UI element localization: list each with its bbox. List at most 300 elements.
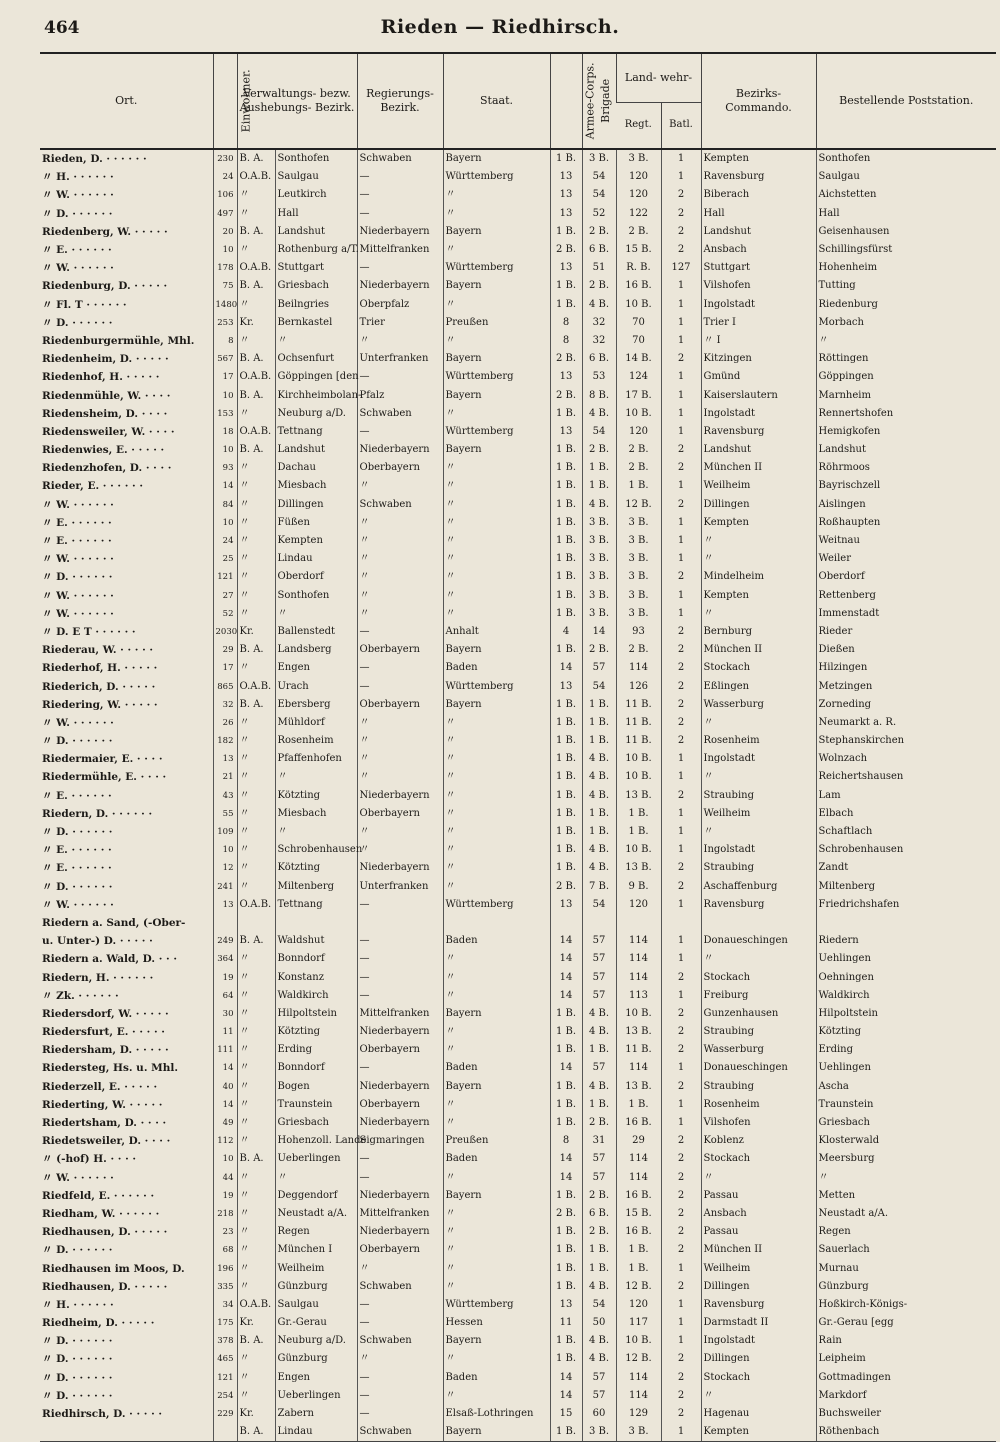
cell-verwaltungsbezirk: Miesbach xyxy=(275,477,357,495)
cell-regierungsbezirk: Trier xyxy=(357,314,443,332)
cell-einwohner: 14 xyxy=(213,1096,237,1114)
cell-bezirks-commando: Dillingen xyxy=(701,1278,816,1296)
table-row xyxy=(40,1150,996,1168)
cell-behoerde: B. A. xyxy=(237,350,275,368)
cell-ort: Riedersham, D. · · · · · xyxy=(42,1044,169,1057)
table-row xyxy=(40,878,996,896)
cell-landwehr-batl: 1 xyxy=(661,277,701,295)
cell-poststation: Waldkirch xyxy=(816,987,996,1005)
cell-regierungsbezirk: Unterfranken xyxy=(357,350,443,368)
cell-landwehr-regt: 1 B. xyxy=(616,1096,661,1114)
cell-armee-corps: 11 xyxy=(550,1314,582,1332)
cell-armee-corps: 1 B. xyxy=(550,1350,582,1368)
cell-brigade: 2 B. xyxy=(582,223,616,241)
cell-armee-corps: 14 xyxy=(550,932,582,950)
cell-behoerde: 〃 xyxy=(237,514,275,532)
cell-brigade: 52 xyxy=(582,205,616,223)
cell-regierungsbezirk: — xyxy=(357,1150,443,1168)
cell-behoerde: O.A.B. xyxy=(237,368,275,386)
cell-verwaltungsbezirk: Konstanz xyxy=(275,968,357,986)
cell-verwaltungsbezirk: Griesbach xyxy=(275,1114,357,1132)
cell-poststation: Weitnau xyxy=(816,532,996,550)
cell-einwohner: 27 xyxy=(213,587,237,605)
cell-verwaltungsbezirk: Neustadt a/A. xyxy=(275,1205,357,1223)
cell-staat: 〃 xyxy=(443,1169,550,1187)
cell-brigade: 57 xyxy=(582,1059,616,1077)
cell-landwehr-batl: 1 xyxy=(661,587,701,605)
cell-staat: 〃 xyxy=(443,1023,550,1041)
cell-staat: 〃 xyxy=(443,205,550,223)
cell-landwehr-batl: 2 xyxy=(661,1241,701,1259)
cell-brigade: 31 xyxy=(582,1132,616,1150)
cell-poststation: Neustadt a/A. xyxy=(816,1205,996,1223)
cell-verwaltungsbezirk: Stuttgart xyxy=(275,259,357,277)
cell-verwaltungsbezirk: Ueberlingen xyxy=(275,1387,357,1405)
cell-brigade: 4 B. xyxy=(582,841,616,859)
table-row xyxy=(40,787,996,805)
cell-landwehr-batl: 2 xyxy=(661,641,701,659)
cell-ort: 〃 W. · · · · · · xyxy=(42,898,114,911)
cell-brigade: 1 B. xyxy=(582,1259,616,1277)
cell-staat: Preußen xyxy=(443,1132,550,1150)
table-row xyxy=(40,950,996,968)
cell-regierungsbezirk: Niederbayern xyxy=(357,441,443,459)
cell-landwehr-batl: 1 xyxy=(661,514,701,532)
cell-landwehr-regt: 12 B. xyxy=(616,496,661,514)
cell-ort: 〃 D. E T · · · · · · xyxy=(42,625,136,638)
cell-poststation: Meersburg xyxy=(816,1150,996,1168)
cell-ort: 〃 W. · · · · · · xyxy=(42,1171,114,1184)
cell-regierungsbezirk: Mittelfranken xyxy=(357,1005,443,1023)
table-row xyxy=(40,1296,996,1314)
table-row xyxy=(40,1205,996,1223)
cell-bezirks-commando: Stockach xyxy=(701,1150,816,1168)
cell-einwohner xyxy=(213,914,237,932)
cell-brigade: 32 xyxy=(582,314,616,332)
cell-landwehr-regt: 120 xyxy=(616,896,661,914)
cell-landwehr-batl: 2 xyxy=(661,1132,701,1150)
cell-poststation: Hilzingen xyxy=(816,659,996,677)
cell-brigade: 4 B. xyxy=(582,859,616,877)
cell-behoerde: 〃 xyxy=(237,1041,275,1059)
cell-bezirks-commando: Landshut xyxy=(701,441,816,459)
cell-behoerde: 〃 xyxy=(237,477,275,495)
cell-landwehr-regt: 122 xyxy=(616,205,661,223)
cell-behoerde: O.A.B. xyxy=(237,168,275,186)
cell-poststation: Röttingen xyxy=(816,350,996,368)
cell-poststation: Zandt xyxy=(816,859,996,877)
cell-poststation: 〃 xyxy=(816,332,996,350)
cell-staat: 〃 xyxy=(443,1241,550,1259)
cell-bezirks-commando: Kaiserslautern xyxy=(701,386,816,404)
cell-staat: 〃 xyxy=(443,1114,550,1132)
cell-regierungsbezirk: — xyxy=(357,1169,443,1187)
cell-regierungsbezirk xyxy=(357,914,443,932)
cell-landwehr-batl: 1 xyxy=(661,332,701,350)
cell-landwehr-batl: 1 xyxy=(661,1114,701,1132)
table-row xyxy=(40,1169,996,1187)
cell-regierungsbezirk: — xyxy=(357,987,443,1005)
cell-armee-corps: 2 B. xyxy=(550,350,582,368)
cell-poststation: Uehlingen xyxy=(816,1059,996,1077)
cell-armee-corps: 1 B. xyxy=(550,641,582,659)
cell-einwohner: 112 xyxy=(213,1132,237,1150)
cell-ort: Riedenburgermühle, Mhl. xyxy=(42,334,195,347)
cell-armee-corps: 14 xyxy=(550,1387,582,1405)
cell-armee-corps: 13 xyxy=(550,896,582,914)
page-number: 464 xyxy=(44,18,80,38)
cell-ort: Riedensheim, D. · · · · xyxy=(42,407,168,420)
cell-landwehr-regt: 126 xyxy=(616,677,661,695)
cell-behoerde: 〃 xyxy=(237,532,275,550)
cell-landwehr-batl: 2 xyxy=(661,677,701,695)
cell-ort: 〃 Fl. T · · · · · · xyxy=(42,298,127,311)
cell-poststation: Hoßkirch-Königs- xyxy=(816,1296,996,1314)
cell-staat: 〃 xyxy=(443,1223,550,1241)
cell-verwaltungsbezirk: 〃 xyxy=(275,605,357,623)
cell-poststation: Schrobenhausen xyxy=(816,841,996,859)
cell-verwaltungsbezirk: Rosenheim xyxy=(275,732,357,750)
cell-ort: Riederting, W. · · · · · xyxy=(42,1098,163,1111)
cell-landwehr-batl: 2 xyxy=(661,859,701,877)
cell-einwohner: 11 xyxy=(213,1023,237,1041)
cell-landwehr-regt: 120 xyxy=(616,1296,661,1314)
cell-brigade: 6 B. xyxy=(582,1205,616,1223)
cell-landwehr-regt: 114 xyxy=(616,659,661,677)
cell-verwaltungsbezirk: Oberdorf xyxy=(275,568,357,586)
cell-einwohner: 10 xyxy=(213,841,237,859)
cell-verwaltungsbezirk: Mühldorf xyxy=(275,714,357,732)
table-row xyxy=(40,896,996,914)
cell-landwehr-batl: 2 xyxy=(661,1041,701,1059)
cell-armee-corps: 1 B. xyxy=(550,1005,582,1023)
cell-bezirks-commando: Straubing xyxy=(701,859,816,877)
cell-landwehr-regt: 3 B. xyxy=(616,532,661,550)
cell-landwehr-batl: 1 xyxy=(661,168,701,186)
cell-poststation: Morbach xyxy=(816,314,996,332)
cell-armee-corps: 1 B. xyxy=(550,405,582,423)
cell-bezirks-commando: Freiburg xyxy=(701,987,816,1005)
cell-poststation: Bayrischzell xyxy=(816,477,996,495)
cell-landwehr-batl: 2 xyxy=(661,623,701,641)
cell-poststation: Gr.-Gerau [egg xyxy=(816,1314,996,1332)
cell-landwehr-batl: 1 xyxy=(661,296,701,314)
cell-ort: Riedern, H. · · · · · · xyxy=(42,971,154,984)
table-row xyxy=(40,1096,996,1114)
cell-armee-corps: 13 xyxy=(550,368,582,386)
cell-behoerde: 〃 xyxy=(237,1205,275,1223)
cell-armee-corps: 1 B. xyxy=(550,459,582,477)
cell-einwohner: 34 xyxy=(213,1296,237,1314)
cell-behoerde: 〃 xyxy=(237,1223,275,1241)
cell-landwehr-regt: 124 xyxy=(616,368,661,386)
table-row xyxy=(40,314,996,332)
cell-poststation: Erding xyxy=(816,1041,996,1059)
cell-staat: 〃 xyxy=(443,1259,550,1277)
cell-poststation: Aichstetten xyxy=(816,186,996,204)
cell-armee-corps: 15 xyxy=(550,1405,582,1423)
cell-landwehr-regt: 10 B. xyxy=(616,405,661,423)
cell-poststation: Oberdorf xyxy=(816,568,996,586)
cell-regierungsbezirk: Oberpfalz xyxy=(357,296,443,314)
cell-regierungsbezirk: Pfalz xyxy=(357,386,443,404)
cell-ort: Riedersdorf, W. · · · · · xyxy=(42,1007,169,1020)
table-row xyxy=(40,659,996,677)
header-ort: Ort. xyxy=(40,53,213,149)
cell-einwohner: 44 xyxy=(213,1169,237,1187)
cell-verwaltungsbezirk: Kötzting xyxy=(275,787,357,805)
cell-einwohner: 230 xyxy=(213,149,237,168)
cell-staat: 〃 xyxy=(443,514,550,532)
cell-brigade: 4 B. xyxy=(582,496,616,514)
cell-poststation: Riedenburg xyxy=(816,296,996,314)
cell-landwehr-regt: 10 B. xyxy=(616,750,661,768)
table-row xyxy=(40,205,996,223)
table-row xyxy=(40,223,996,241)
cell-einwohner: 378 xyxy=(213,1332,237,1350)
cell-behoerde: 〃 xyxy=(237,1096,275,1114)
cell-staat: 〃 xyxy=(443,1387,550,1405)
cell-ort: 〃 W. · · · · · · xyxy=(42,589,114,602)
cell-einwohner: 121 xyxy=(213,1369,237,1387)
cell-brigade: 6 B. xyxy=(582,350,616,368)
cell-landwehr-regt: 13 B. xyxy=(616,787,661,805)
cell-landwehr-batl: 1 xyxy=(661,768,701,786)
cell-landwehr-batl: 2 xyxy=(661,696,701,714)
cell-ort: Riedensweiler, W. · · · · xyxy=(42,425,175,438)
cell-brigade: 57 xyxy=(582,968,616,986)
cell-regierungsbezirk: Schwaben xyxy=(357,1332,443,1350)
cell-verwaltungsbezirk: Hall xyxy=(275,205,357,223)
cell-brigade: 1 B. xyxy=(582,714,616,732)
cell-bezirks-commando: Stockach xyxy=(701,968,816,986)
cell-landwehr-batl: 1 xyxy=(661,550,701,568)
cell-einwohner: 2030 xyxy=(213,623,237,641)
cell-brigade: 60 xyxy=(582,1405,616,1423)
cell-einwohner: 64 xyxy=(213,987,237,1005)
cell-brigade: 4 B. xyxy=(582,787,616,805)
cell-brigade: 1 B. xyxy=(582,823,616,841)
cell-brigade: 1 B. xyxy=(582,732,616,750)
cell-staat: Bayern xyxy=(443,223,550,241)
cell-staat: 〃 xyxy=(443,859,550,877)
cell-poststation: Dießen xyxy=(816,641,996,659)
cell-landwehr-regt: 2 B. xyxy=(616,459,661,477)
cell-bezirks-commando: Eßlingen xyxy=(701,677,816,695)
cell-poststation: Rieder xyxy=(816,623,996,641)
cell-brigade: 57 xyxy=(582,1169,616,1187)
cell-staat: Württemberg xyxy=(443,423,550,441)
cell-regierungsbezirk: Sigmaringen xyxy=(357,1132,443,1150)
cell-behoerde: 〃 xyxy=(237,878,275,896)
header-landwehr: Land- wehr- xyxy=(616,53,701,103)
table-row xyxy=(40,568,996,586)
cell-staat: Hessen xyxy=(443,1314,550,1332)
table-row xyxy=(40,332,996,350)
cell-bezirks-commando: Ravensburg xyxy=(701,1296,816,1314)
cell-bezirks-commando: Dillingen xyxy=(701,1350,816,1368)
cell-landwehr-regt: 3 B. xyxy=(616,587,661,605)
cell-bezirks-commando: Dillingen xyxy=(701,496,816,514)
header-regierungsbezirk: Regierungs- Bezirk. xyxy=(357,53,443,149)
cell-bezirks-commando: Kitzingen xyxy=(701,350,816,368)
cell-verwaltungsbezirk: Gr.-Gerau xyxy=(275,1314,357,1332)
cell-landwehr-regt: 2 B. xyxy=(616,441,661,459)
cell-landwehr-batl: 2 xyxy=(661,1150,701,1168)
cell-armee-corps: 1 B. xyxy=(550,1041,582,1059)
cell-poststation: Schaftlach xyxy=(816,823,996,841)
cell-brigade: 1 B. xyxy=(582,1241,616,1259)
cell-einwohner xyxy=(213,1423,237,1442)
cell-regierungsbezirk: Oberbayern xyxy=(357,696,443,714)
cell-behoerde: 〃 xyxy=(237,568,275,586)
cell-armee-corps: 1 B. xyxy=(550,859,582,877)
cell-poststation: Leipheim xyxy=(816,1350,996,1368)
cell-regierungsbezirk: Niederbayern xyxy=(357,787,443,805)
cell-staat xyxy=(443,914,550,932)
table-row xyxy=(40,823,996,841)
cell-brigade: 2 B. xyxy=(582,277,616,295)
cell-regierungsbezirk: Oberbayern xyxy=(357,1096,443,1114)
table-row xyxy=(40,641,996,659)
cell-verwaltungsbezirk: Kirchheimbolan- xyxy=(275,386,357,404)
cell-ort: 〃 W. · · · · · · xyxy=(42,553,114,566)
cell-behoerde: 〃 xyxy=(237,968,275,986)
table-row xyxy=(40,1078,996,1096)
cell-regierungsbezirk: — xyxy=(357,623,443,641)
cell-bezirks-commando: 〃 xyxy=(701,1169,816,1187)
cell-verwaltungsbezirk: Miesbach xyxy=(275,805,357,823)
cell-ort: 〃 D. · · · · · · xyxy=(42,880,113,893)
cell-verwaltungsbezirk: Weilheim xyxy=(275,1259,357,1277)
cell-verwaltungsbezirk: Sonthofen xyxy=(275,149,357,168)
cell-brigade: 1 B. xyxy=(582,477,616,495)
cell-landwehr-batl: 2 xyxy=(661,1078,701,1096)
cell-behoerde: B. A. xyxy=(237,932,275,950)
cell-staat: Baden xyxy=(443,1369,550,1387)
cell-verwaltungsbezirk: Landshut xyxy=(275,223,357,241)
cell-landwehr-batl: 1 xyxy=(661,532,701,550)
cell-landwehr-batl: 2 xyxy=(661,459,701,477)
table-row xyxy=(40,714,996,732)
cell-poststation: Zorneding xyxy=(816,696,996,714)
cell-verwaltungsbezirk: Lindau xyxy=(275,550,357,568)
cell-bezirks-commando: Donaueschingen xyxy=(701,932,816,950)
cell-verwaltungsbezirk: Tettnang xyxy=(275,896,357,914)
cell-armee-corps: 1 B. xyxy=(550,149,582,168)
cell-landwehr-batl: 1 xyxy=(661,823,701,841)
cell-ort: 〃 W. · · · · · · xyxy=(42,189,114,202)
cell-regierungsbezirk: Schwaben xyxy=(357,1278,443,1296)
cell-einwohner: 20 xyxy=(213,223,237,241)
cell-behoerde: 〃 xyxy=(237,1005,275,1023)
cell-landwehr-batl: 2 xyxy=(661,1387,701,1405)
cell-regierungsbezirk: Oberbayern xyxy=(357,1241,443,1259)
table-row xyxy=(40,277,996,295)
cell-ort: Riedern a. Wald, D. · · · xyxy=(42,953,177,966)
cell-ort: 〃 W. · · · · · · xyxy=(42,262,114,275)
cell-behoerde: 〃 xyxy=(237,205,275,223)
cell-landwehr-regt: 9 B. xyxy=(616,878,661,896)
cell-staat: 〃 xyxy=(443,878,550,896)
cell-einwohner: 26 xyxy=(213,714,237,732)
table-row xyxy=(40,1387,996,1405)
cell-ort: Riedenmühle, W. · · · · xyxy=(42,389,171,402)
cell-bezirks-commando xyxy=(701,914,816,932)
cell-verwaltungsbezirk: Regen xyxy=(275,1223,357,1241)
cell-landwehr-batl: 2 xyxy=(661,1278,701,1296)
cell-einwohner: 567 xyxy=(213,350,237,368)
cell-landwehr-batl: 2 xyxy=(661,878,701,896)
table-row xyxy=(40,1350,996,1368)
cell-poststation: Markdorf xyxy=(816,1387,996,1405)
cell-verwaltungsbezirk: Kötzting xyxy=(275,1023,357,1041)
cell-einwohner: 19 xyxy=(213,968,237,986)
cell-bezirks-commando: 〃 xyxy=(701,550,816,568)
cell-verwaltungsbezirk: 〃 xyxy=(275,1169,357,1187)
table-row xyxy=(40,1423,996,1442)
cell-behoerde: O.A.B. xyxy=(237,259,275,277)
cell-landwehr-batl: 1 xyxy=(661,1096,701,1114)
cell-regierungsbezirk: Niederbayern xyxy=(357,1078,443,1096)
cell-poststation: Göppingen xyxy=(816,368,996,386)
cell-armee-corps: 1 B. xyxy=(550,477,582,495)
cell-armee-corps: 1 B. xyxy=(550,768,582,786)
cell-landwehr-batl: 2 xyxy=(661,732,701,750)
cell-armee-corps: 1 B. xyxy=(550,1332,582,1350)
cell-armee-corps: 1 B. xyxy=(550,1078,582,1096)
cell-brigade: 2 B. xyxy=(582,1223,616,1241)
cell-behoerde: B. A. xyxy=(237,386,275,404)
cell-einwohner: 13 xyxy=(213,896,237,914)
cell-verwaltungsbezirk: Neuburg a/D. xyxy=(275,1332,357,1350)
cell-bezirks-commando: Rosenheim xyxy=(701,732,816,750)
table-row xyxy=(40,1369,996,1387)
cell-landwehr-regt: 1 B. xyxy=(616,823,661,841)
cell-regierungsbezirk: Schwaben xyxy=(357,149,443,168)
table-row xyxy=(40,914,996,932)
cell-einwohner: 182 xyxy=(213,732,237,750)
cell-poststation: Röhrmoos xyxy=(816,459,996,477)
table-row xyxy=(40,241,996,259)
cell-behoerde: B. A. xyxy=(237,641,275,659)
table-row xyxy=(40,296,996,314)
cell-landwehr-regt: 129 xyxy=(616,1405,661,1423)
cell-behoerde: 〃 xyxy=(237,605,275,623)
cell-staat: Bayern xyxy=(443,441,550,459)
register-table xyxy=(40,52,996,1442)
cell-armee-corps: 1 B. xyxy=(550,277,582,295)
cell-bezirks-commando: Trier I xyxy=(701,314,816,332)
cell-bezirks-commando: Straubing xyxy=(701,1023,816,1041)
cell-poststation xyxy=(816,914,996,932)
cell-bezirks-commando: 〃 I xyxy=(701,332,816,350)
cell-landwehr-regt: 16 B. xyxy=(616,1114,661,1132)
cell-einwohner: 497 xyxy=(213,205,237,223)
cell-ort: 〃 D. · · · · · · xyxy=(42,1335,113,1348)
cell-staat: 〃 xyxy=(443,732,550,750)
cell-bezirks-commando: Kempten xyxy=(701,149,816,168)
cell-ort: Riederau, W. · · · · · xyxy=(42,644,154,657)
cell-armee-corps: 2 B. xyxy=(550,878,582,896)
cell-einwohner: 335 xyxy=(213,1278,237,1296)
cell-bezirks-commando: Ingolstadt xyxy=(701,841,816,859)
cell-brigade: 3 B. xyxy=(582,1423,616,1442)
cell-landwehr-batl: 1 xyxy=(661,1059,701,1077)
cell-ort: Riedhirsch, D. · · · · · xyxy=(42,1408,163,1421)
cell-landwehr-regt: 16 B. xyxy=(616,277,661,295)
cell-poststation: Saulgau xyxy=(816,168,996,186)
